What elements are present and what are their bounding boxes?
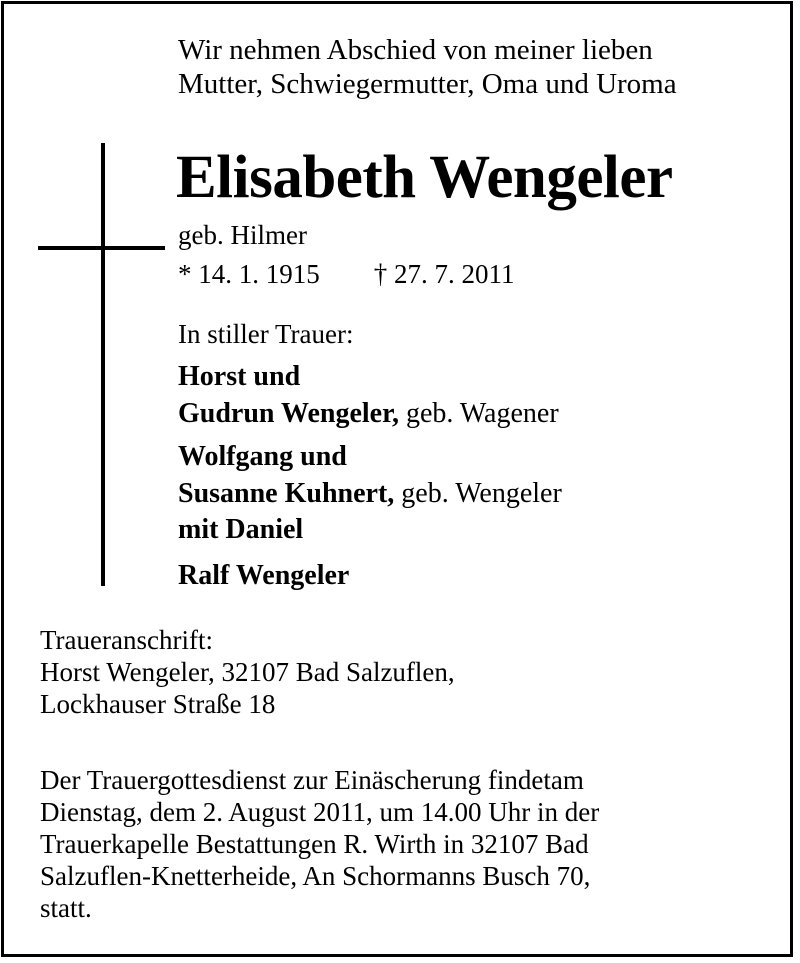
mourning-address bbox=[40, 624, 455, 720]
intro-line-1: Wir nehmen Abschied von meiner lieben bbox=[178, 34, 653, 66]
deceased-name: Elisabeth Wengeler bbox=[176, 144, 673, 211]
service-line-2: Dienstag, dem 2. August 2011, um 14.00 Uhr in der bbox=[40, 797, 600, 827]
mourner-line bbox=[178, 560, 349, 592]
intro-line-2: Mutter, Schwiegermutter, Oma und Uroma bbox=[178, 68, 677, 100]
maiden-name: geb. Hilmer bbox=[178, 220, 307, 250]
service-line-3: Trauerkapelle Bestattungen R. Wirth in 32107 Bad bbox=[40, 829, 589, 859]
address-line-2: Lockhauser Straße 18 bbox=[40, 689, 276, 719]
mourner-line bbox=[178, 441, 347, 473]
mourner-line bbox=[178, 514, 303, 546]
mourner-nee: geb. Wengeler bbox=[394, 478, 562, 509]
address-label: Traueranschrift: bbox=[40, 625, 213, 655]
cross-icon bbox=[101, 143, 105, 586]
mourner-name: Gudrun Wengeler, bbox=[178, 398, 399, 429]
mourner-name: Susanne Kuhnert, bbox=[178, 478, 395, 509]
intro-text bbox=[178, 33, 677, 101]
service-line-5: statt. bbox=[40, 893, 92, 923]
mourner-line bbox=[178, 398, 559, 430]
mourning-label: In stiller Trauer: bbox=[178, 319, 354, 349]
mourner-line bbox=[178, 478, 562, 510]
life-dates bbox=[178, 258, 515, 290]
service-line-4: Salzuflen-Knetterheide, An Schormanns Busch 70, bbox=[40, 861, 591, 891]
mourner-nee: geb. Wagener bbox=[398, 398, 559, 429]
birth-date: * 14. 1. 1915 bbox=[178, 259, 320, 289]
service-line-1: Der Trauergottesdienst zur Einäscherung findetam bbox=[40, 765, 584, 795]
mourner-line bbox=[178, 361, 300, 393]
mourner-name: Horst und bbox=[178, 361, 301, 392]
mourner-name: Ralf Wengeler bbox=[178, 560, 350, 591]
cross-bar bbox=[38, 246, 165, 250]
mourner-name: mit Daniel bbox=[178, 514, 304, 545]
death-date: † 27. 7. 2011 bbox=[373, 259, 515, 289]
service-info bbox=[40, 764, 599, 924]
address-line-1: Horst Wengeler, 32107 Bad Salzuflen, bbox=[40, 657, 455, 687]
mourner-name: Wolfgang und bbox=[178, 441, 347, 472]
